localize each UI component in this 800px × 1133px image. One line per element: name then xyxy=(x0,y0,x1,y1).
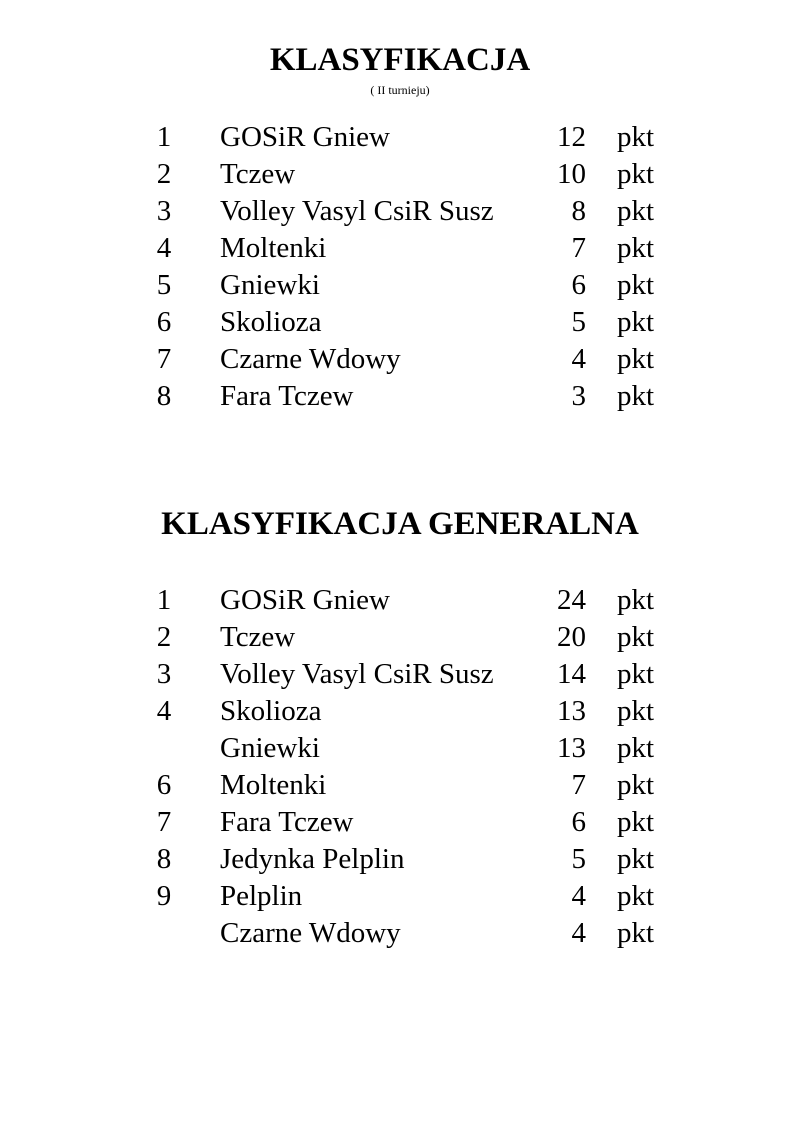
team-name: Fara Tczew xyxy=(220,806,354,838)
rank-cell: 2 xyxy=(156,158,172,190)
points-unit: pkt xyxy=(617,306,655,338)
rank-cell: 4 xyxy=(156,695,172,727)
points-unit: pkt xyxy=(617,584,655,616)
points-unit: pkt xyxy=(617,380,655,412)
points-value: 7 xyxy=(571,232,586,264)
rank-cell: 6 xyxy=(156,306,172,338)
points-value: 7 xyxy=(571,769,586,801)
rank-cell: 2 xyxy=(156,621,172,653)
rank-cell: 5 xyxy=(156,269,172,301)
table-row xyxy=(0,619,800,656)
rank-cell: 6 xyxy=(156,769,172,801)
team-name: Moltenki xyxy=(220,769,327,801)
points-unit: pkt xyxy=(617,843,655,875)
points-unit: pkt xyxy=(617,343,655,375)
points-value: 10 xyxy=(557,158,586,190)
points-unit: pkt xyxy=(617,621,655,653)
team-name: Pelplin xyxy=(220,880,303,912)
table-row xyxy=(0,156,800,193)
team-name: Tczew xyxy=(220,621,296,653)
rank-cell: 1 xyxy=(156,584,172,616)
rank-cell: 7 xyxy=(156,343,172,375)
table-row xyxy=(0,582,800,619)
table-row xyxy=(0,804,800,841)
table-row xyxy=(0,267,800,304)
table-row xyxy=(0,730,800,767)
table-row xyxy=(0,119,800,156)
rank-cell: 7 xyxy=(156,806,172,838)
team-name: Czarne Wdowy xyxy=(220,917,401,949)
points-value: 13 xyxy=(557,732,586,764)
points-unit: pkt xyxy=(617,806,655,838)
team-name: Gniewki xyxy=(220,732,320,764)
rank-cell: 8 xyxy=(156,380,172,412)
round-classification-title: KLASYFIKACJA xyxy=(269,42,531,78)
points-value: 20 xyxy=(557,621,586,653)
points-value: 3 xyxy=(571,380,586,412)
points-value: 4 xyxy=(571,343,586,375)
points-value: 8 xyxy=(571,195,586,227)
rank-cell: 8 xyxy=(156,843,172,875)
team-name: Volley Vasyl CsiR Susz xyxy=(220,658,494,690)
table-row xyxy=(0,378,800,415)
round-classification-subtitle: ( II turnieju) xyxy=(370,83,430,97)
points-unit: pkt xyxy=(617,769,655,801)
round-classification-table xyxy=(0,119,800,415)
team-name: Gniewki xyxy=(220,269,320,301)
table-row xyxy=(0,304,800,341)
points-unit: pkt xyxy=(617,732,655,764)
points-unit: pkt xyxy=(617,695,655,727)
team-name: Skolioza xyxy=(220,306,322,338)
table-row xyxy=(0,841,800,878)
general-classification-table xyxy=(0,582,800,952)
team-name: Moltenki xyxy=(220,232,327,264)
points-value: 12 xyxy=(557,121,586,153)
table-row xyxy=(0,878,800,915)
rank-cell: 9 xyxy=(156,880,172,912)
points-unit: pkt xyxy=(617,917,655,949)
team-name: Jedynka Pelplin xyxy=(220,843,405,875)
points-unit: pkt xyxy=(617,880,655,912)
points-value: 24 xyxy=(557,584,586,616)
points-value: 5 xyxy=(571,843,586,875)
points-value: 4 xyxy=(571,917,586,949)
points-value: 5 xyxy=(571,306,586,338)
table-row xyxy=(0,656,800,693)
points-unit: pkt xyxy=(617,658,655,690)
team-name: GOSiR Gniew xyxy=(220,584,390,616)
rank-cell: 4 xyxy=(156,232,172,264)
points-value: 4 xyxy=(571,880,586,912)
team-name: GOSiR Gniew xyxy=(220,121,390,153)
table-row xyxy=(0,767,800,804)
team-name: Tczew xyxy=(220,158,296,190)
points-unit: pkt xyxy=(617,158,655,190)
points-value: 6 xyxy=(571,806,586,838)
team-name: Fara Tczew xyxy=(220,380,354,412)
table-row xyxy=(0,341,800,378)
points-unit: pkt xyxy=(617,121,655,153)
points-unit: pkt xyxy=(617,232,655,264)
table-row xyxy=(0,693,800,730)
rank-cell: 1 xyxy=(156,121,172,153)
rank-cell: 3 xyxy=(156,195,172,227)
table-row xyxy=(0,230,800,267)
team-name: Skolioza xyxy=(220,695,322,727)
rank-cell: 3 xyxy=(156,658,172,690)
team-name: Volley Vasyl CsiR Susz xyxy=(220,195,494,227)
points-value: 13 xyxy=(557,695,586,727)
points-unit: pkt xyxy=(617,269,655,301)
points-value: 6 xyxy=(571,269,586,301)
table-row xyxy=(0,915,800,952)
table-row xyxy=(0,193,800,230)
points-unit: pkt xyxy=(617,195,655,227)
general-classification-title: KLASYFIKACJA GENERALNA xyxy=(161,506,639,542)
team-name: Czarne Wdowy xyxy=(220,343,401,375)
points-value: 14 xyxy=(557,658,586,690)
